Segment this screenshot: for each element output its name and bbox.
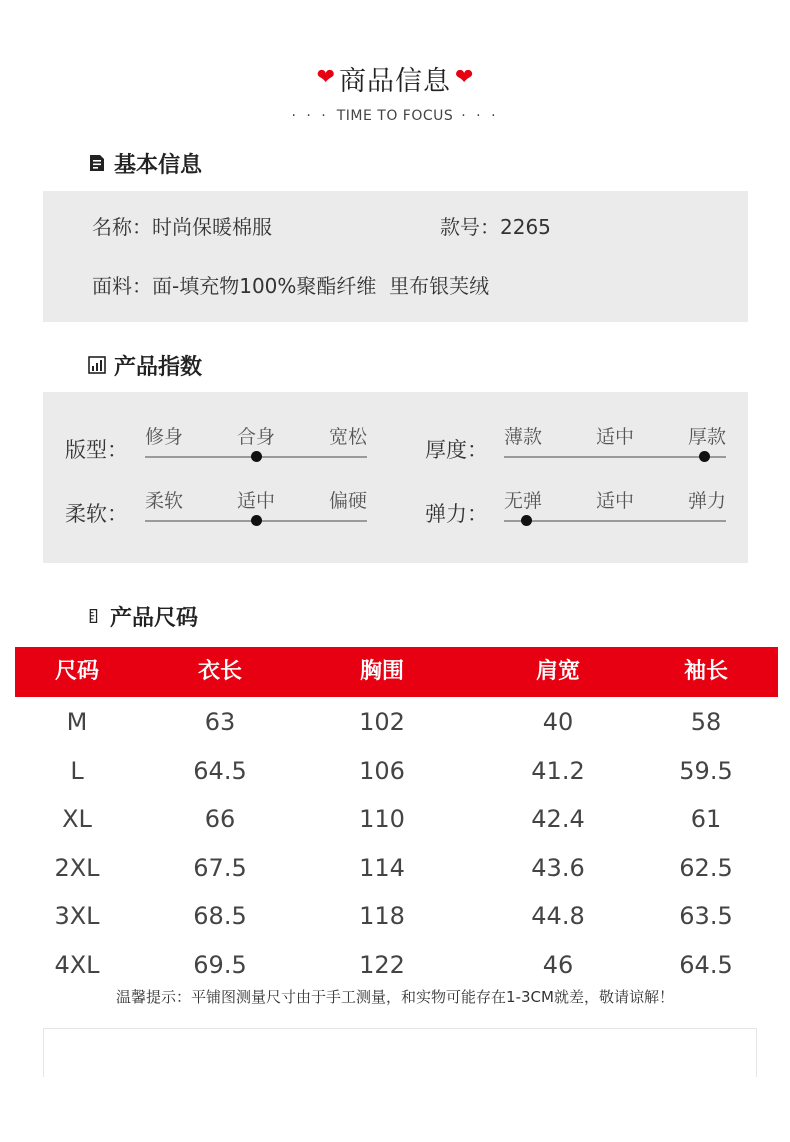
page-header — [0, 58, 790, 98]
section-title: 产品指数 — [114, 354, 203, 380]
size-label-cell: XL — [62, 805, 92, 833]
scale-option: 合身 — [236, 426, 275, 448]
size-label-cell: 3XL — [54, 902, 100, 930]
index-scale — [504, 486, 726, 536]
scale-option: 适中 — [595, 426, 634, 448]
section-heading-index — [88, 350, 202, 380]
scale-option: 厚款 — [687, 426, 726, 448]
index-scale — [145, 422, 367, 472]
size-value-cell: 63 — [204, 708, 236, 736]
scale-option: 薄款 — [504, 426, 543, 448]
index-panel — [43, 392, 748, 563]
size-value-cell: 62.5 — [679, 853, 733, 882]
product-name: 名称：时尚保暖棉服 — [92, 215, 272, 239]
size-note: 温馨提示：平铺图测量尺寸由于手工测量，和实物可能存在1-3CM就差，敬请谅解！ — [116, 988, 674, 1006]
subtitle-text: TIME TO FOCUS — [336, 108, 454, 124]
scale-track — [504, 520, 726, 522]
scale-option: 宽松 — [328, 426, 367, 448]
scale-marker — [699, 451, 710, 462]
size-value-cell: 102 — [359, 708, 405, 736]
index-label: 柔软： — [65, 502, 128, 526]
size-label-cell: M — [66, 708, 88, 736]
size-value-cell: 46 — [542, 950, 574, 979]
size-value-cell: 63.5 — [679, 902, 733, 930]
chart-icon — [88, 356, 106, 374]
scale-option: 修身 — [145, 426, 184, 448]
fabric-info: 面料：面-填充物100%聚酯纤维 里布银芙绒 — [92, 274, 490, 298]
scale-marker — [251, 515, 262, 526]
column-header: 胸围 — [359, 659, 404, 684]
size-value-cell: 110 — [359, 805, 405, 833]
basic-info-panel — [43, 191, 748, 322]
size-value-cell: 43.6 — [531, 853, 585, 882]
bottom-frame — [43, 1028, 757, 1077]
size-value-cell: 67.5 — [193, 853, 247, 882]
section-heading-basic — [88, 148, 202, 178]
size-label-cell: 4XL — [54, 950, 100, 979]
size-value-cell: 118 — [359, 902, 405, 930]
size-table-header — [15, 647, 778, 697]
size-value-cell: 42.4 — [531, 805, 585, 833]
size-label-cell: 2XL — [54, 853, 100, 882]
index-label: 版型： — [65, 438, 128, 462]
size-value-cell: 122 — [359, 950, 405, 979]
scale-option: 适中 — [595, 490, 634, 512]
heart-icon: ❤ — [455, 65, 474, 90]
size-value-cell: 40 — [542, 708, 574, 736]
scale-marker — [251, 451, 262, 462]
document-icon — [88, 154, 106, 172]
column-header: 尺码 — [54, 659, 99, 684]
size-value-cell: 64.5 — [193, 756, 247, 785]
size-value-cell: 114 — [359, 853, 405, 882]
size-value-cell: 41.2 — [531, 756, 585, 785]
section-heading-size — [88, 601, 198, 631]
page-subtitle — [0, 108, 790, 124]
scale-option: 适中 — [236, 490, 275, 512]
scale-marker — [521, 515, 532, 526]
index-scale — [145, 486, 367, 536]
page-title: 商品信息 — [339, 65, 451, 97]
section-title: 产品尺码 — [110, 605, 199, 631]
scale-option: 弹力 — [687, 490, 726, 512]
column-header: 袖长 — [683, 659, 728, 684]
size-value-cell: 66 — [204, 805, 236, 833]
size-value-cell: 64.5 — [679, 950, 733, 979]
section-title: 基本信息 — [114, 152, 203, 178]
product-code: 款号：2265 — [440, 215, 551, 239]
size-value-cell: 58 — [690, 708, 722, 736]
size-value-cell: 44.8 — [531, 902, 585, 930]
size-value-cell: 69.5 — [193, 950, 247, 979]
scale-option: 无弹 — [504, 490, 543, 512]
size-value-cell: 68.5 — [193, 902, 247, 930]
index-label: 厚度： — [425, 438, 488, 462]
heart-icon: ❤ — [316, 65, 335, 90]
ruler-icon — [88, 603, 102, 629]
index-label: 弹力： — [425, 502, 488, 526]
scale-option: 柔软 — [145, 490, 184, 512]
column-header: 衣长 — [197, 659, 242, 684]
size-value-cell: 106 — [359, 756, 405, 785]
size-label-cell: L — [70, 756, 84, 785]
size-value-cell: 59.5 — [679, 756, 733, 785]
size-value-cell: 61 — [690, 805, 722, 833]
scale-track — [504, 456, 726, 458]
scale-option: 偏硬 — [328, 490, 367, 512]
index-scale — [504, 422, 726, 472]
dots-decoration: · · · — [291, 108, 329, 124]
dots-decoration: · · · — [461, 108, 499, 124]
column-header: 肩宽 — [535, 659, 580, 684]
